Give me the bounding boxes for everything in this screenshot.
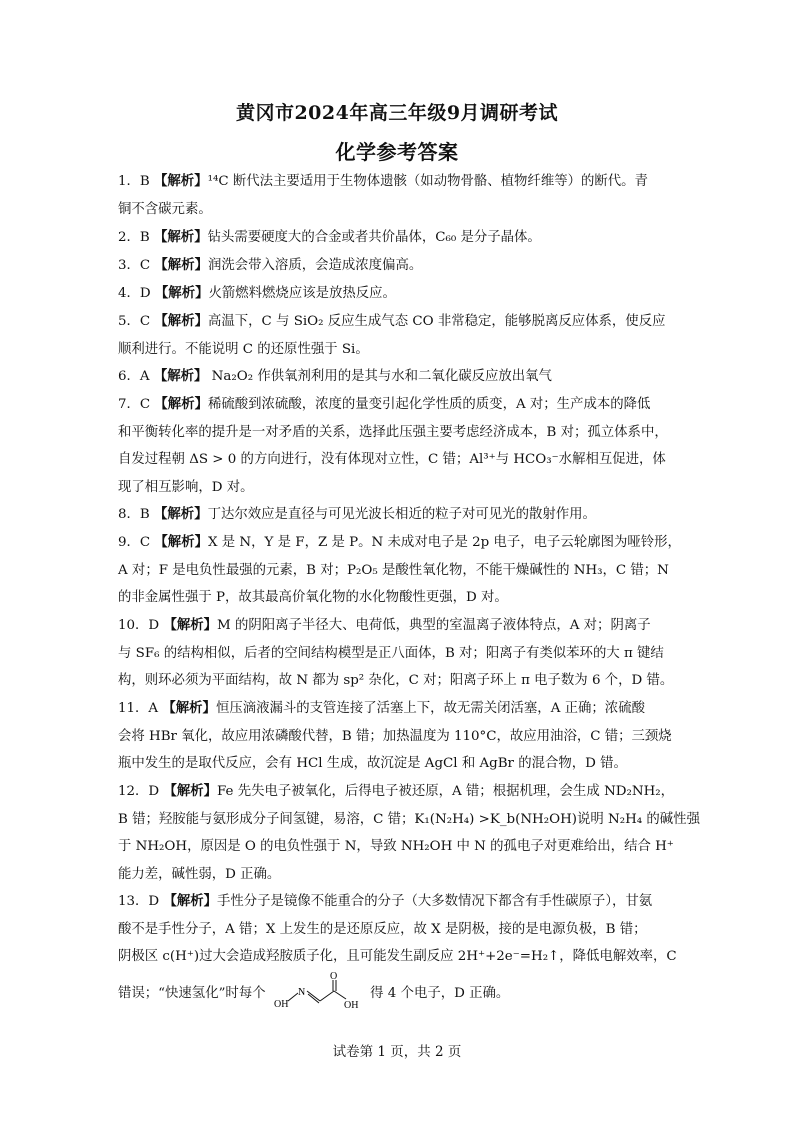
bond [320,991,334,1001]
bond [334,991,346,999]
answer-text: B 错；羟胺能与氨形成分子间氢键，易溶，C 错；K₁(N₂H₄) >K_b(NH₂OH)说明 N₂H₄ 的碱性强 [118,811,700,827]
bond [288,993,298,1001]
answer-5 [118,308,678,363]
bond [307,991,320,1001]
answer-text: 恒压滴液漏斗的支管连接了活塞上下，故无需关闭活塞，A 正确；浓硫酸 [215,701,645,716]
answer-11 [118,695,678,778]
analysis-tag: 【解析】 [154,506,208,522]
answer-9 [118,529,681,612]
answer-number: 7．C [118,397,151,412]
answer-text: 顺利进行。不能说明 C 的还原性强于 Si。 [118,341,369,357]
analysis-tag: 【解析】 [154,257,208,273]
analysis-tag: 【解析】 [154,313,208,329]
page-footer: 试卷第 1 页，共 2 页 [332,1044,462,1060]
answer-7 [118,391,678,501]
answer-text: 高温下，C 与 SiO₂ 反应生成气态 CO 非常稳定，能够脱离反应体系，使反应 [207,314,666,329]
analysis-tag: 【解析】 [153,368,208,384]
answer-text: Fe 先失电子被氧化，后得电子被还原，A 错；根据机理，会生成 ND₂NH₂， [217,784,675,799]
page-title: 黄冈市2024年高三年级9月调研考试 [235,102,559,124]
answer-text: M 的阴阳离子半径大、电荷低，典型的室温离子液体特点，A 对；阴离子 [217,618,651,633]
answer-number: 12．D [118,784,160,799]
answer-2 [118,224,678,252]
answer-text: ¹⁴C 断代法主要适用于生物体遗骸（如动物骨骼、植物纤维等）的断代。青 [207,174,648,189]
answer-text: X 是 N，Y 是 F，Z 是 P。N 未成对电子是 2p 电子，电子云轮廓图为哑铃形， [207,535,681,550]
answer-3 [118,252,678,280]
answer-text: 阴极区 c(H⁺)过大会造成羟胺质子化，且可能发生副反应 2H⁺+2e⁻=H₂↑，降低电解效率，C [118,949,677,964]
answer-text: 构，则环必须为平面结构，故 N 都为 sp² 杂化，C 对；阳离子环上 π 电子数为 6 个，D 错。 [118,673,674,688]
answer-text: 和平衡转化率的提升是一对矛盾的关系，选择此压强主要考虑经济成本，B 对；孤立体系中， [118,424,668,440]
answer-10 [118,612,678,695]
oxime-acid-structure-icon [272,971,364,1011]
answer-text: 丁达尔效应是直径与可见光波长相近的粒子对可见光的散射作用。 [207,507,596,522]
answer-8 [118,501,678,529]
answer-number: 4．D [118,286,151,301]
answer-number: 9．C [118,535,151,550]
answer-text: 现了相互影响，D 对。 [118,479,254,495]
answer-text: 得 4 个电子，D 正确。 [370,985,510,1001]
analysis-tag: 【解析】 [154,229,208,245]
analysis-tag: 【解析】 [154,285,209,301]
answer-text: 自发过程朝 ΔS > 0 的方向进行，没有体现对立性，C 错；Al³⁺与 HCO₃⁻水解相互促进，体 [118,452,666,467]
answer-12 [118,778,700,888]
answer-number: 8．B [118,507,150,522]
answer-text: 会将 HBr 氧化，故应用浓磷酸代替，B 错；加热温度为 110°C，故应用油浴，C 错；三颈烧 [118,728,672,744]
analysis-tag: 【解析】 [163,617,217,633]
answer-13 [118,888,678,1015]
answer-text: 于 NH₂OH，原因是 O 的电负性强于 N，导致 NH₂OH 中 N 的孤电子对更难给出，结合 H⁺ [118,839,674,854]
answer-text: 与 SF₆ 的结构相似，后者的空间结构模型是正八面体，B 对；阳离子有类似苯环的大 π 键结 [118,645,664,661]
answer-text: 的非金属性强于 P，故其最高价氧化物的水化物酸性更强，D 对。 [118,590,508,605]
answer-text: Na₂O₂ 作供氧剂利用的是其与水和二氧化碳反应放出氧气 [207,369,552,384]
analysis-tag: 【解析】 [163,783,217,799]
answer-1 [118,168,678,223]
answer-number: 11．A [118,701,159,716]
answer-number: 2．B [118,230,150,245]
analysis-tag: 【解析】 [154,396,208,412]
answer-text: 酸不是手性分子，A 错；X 上发生的是还原反应，故 X 是阴极，接的是电源负极，B 错； [118,921,647,937]
answer-number: 10．D [118,618,160,633]
atom-label: OH [273,998,289,1010]
atom-label: OH [343,999,359,1011]
answer-text: 铜不含碳元素。 [118,201,212,217]
answer-number: 3．C [118,258,151,273]
answer-text: 火箭燃料燃烧应该是放热反应。 [208,286,396,301]
page-subtitle: 化学参考答案 [335,140,459,164]
answer-text: A 对；F 是电负性最强的元素，B 对；P₂O₅ 是酸性氧化物，不能干燥碱性的 NH₃，C 错；N [118,562,669,578]
answer-text: 润洗会带入溶质，会造成浓度偏高。 [207,258,423,273]
answer-text: 稀硫酸到浓硫酸，浓度的量变引起化学性质的质变，A 对；生产成本的降低 [207,397,651,412]
answer-number: 1．B [118,174,150,189]
analysis-tag: 【解析】 [163,893,217,909]
answer-6 [118,363,678,391]
atom-label: N [297,986,306,998]
atom-label: O [329,970,338,982]
answer-text: 瓶中发生的是取代反应，会有 HCl 生成，故沉淀是 AgCl 和 AgBr 的混合物，D 错。 [118,756,627,771]
analysis-tag: 【解析】 [154,173,208,189]
answer-number: 13．D [118,894,160,909]
analysis-tag: 【解析】 [162,700,216,716]
answer-text: 能力差，碱性弱，D 正确。 [118,866,281,882]
answer-text: 手性分子是镜像不能重合的分子（大多数情况下都含有手性碳原子），甘氨 [217,894,653,909]
answer-4 [118,280,678,308]
answer-text: 钻头需要硬度大的合金或者共价晶体，C₆₀ 是分子晶体。 [207,230,541,245]
answer-number: 6．A [118,369,150,384]
answer-text: 错误；“快速氢化”时每个 [118,985,266,1001]
analysis-tag: 【解析】 [154,534,208,550]
answer-number: 5．C [118,314,151,329]
